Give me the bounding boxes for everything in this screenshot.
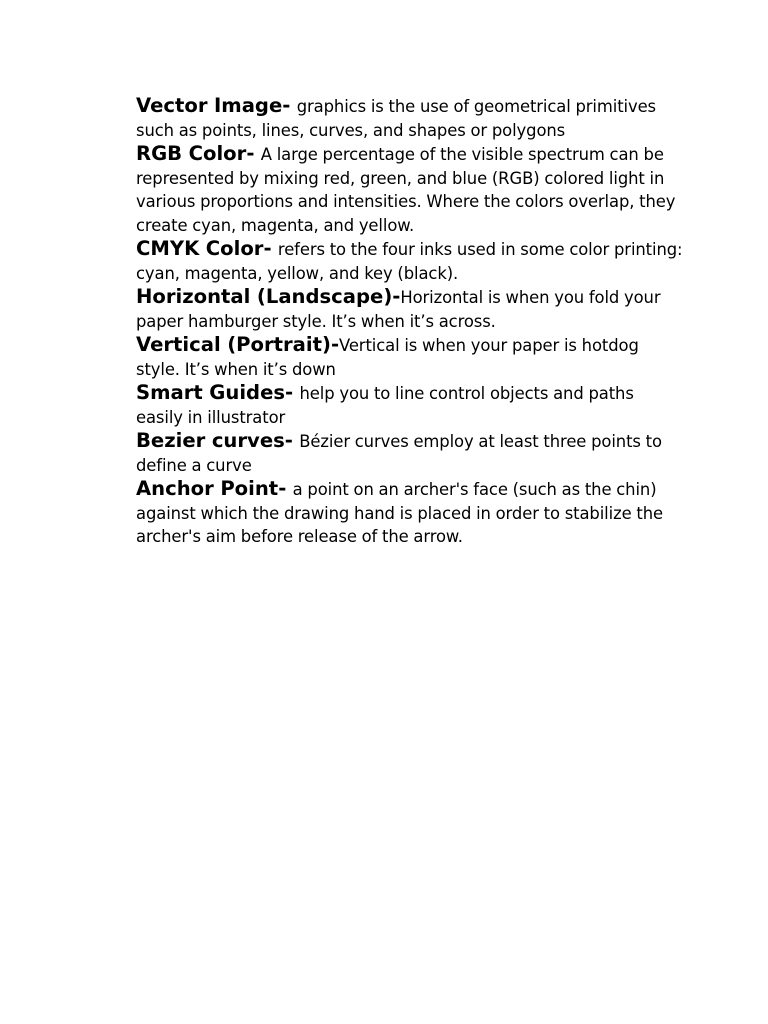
glossary-entry-cmyk-color [136,237,684,285]
term-separator: - [330,333,339,356]
term-horizontal-landscape: Horizontal (Landscape) [136,285,393,308]
term-cmyk-color: CMYK Color [136,237,264,260]
glossary-entry-rgb-color [136,142,684,237]
definition-vector-image: graphics is the use of geometrical primitives such as points, lines, curves, and shapes or polygons [136,97,656,140]
glossary-entry-bezier-curves [136,429,684,477]
term-anchor-point: Anchor Point [136,477,279,500]
definition-horizontal-landscape: Horizontal is when you fold your paper hamburger style. It’s when it’s across. [136,288,661,331]
term-separator: - [282,94,297,117]
term-bezier-curves: Bezier curves [136,429,285,452]
definition-rgb-color: A large percentage of the visible spectrum can be represented by mixing red, green, and blue (RGB) colored light in various proportions and intensities. Where the colors overlap, they create cyan, magenta, and yellow. [136,145,676,235]
term-separator: - [246,142,261,165]
definition-bezier-curves: Bézier curves employ at least three points to define a curve [136,432,662,475]
definition-cmyk-color: refers to the four inks used in some color printing: cyan, magenta, yellow, and key (black). [136,240,683,283]
term-separator: - [285,381,300,404]
glossary-entry-vector-image [136,94,684,142]
glossary-entry-vertical-portrait [136,333,684,381]
term-rgb-color: RGB Color [136,142,247,165]
glossary [136,94,684,549]
term-separator: - [392,285,401,308]
glossary-entry-horizontal-landscape [136,285,684,333]
definition-anchor-point: a point on an archer's face (such as the chin) against which the drawing hand is placed in order to stabilize the archer's aim before release of the arrow. [136,480,663,546]
term-separator: - [284,429,300,452]
term-vertical-portrait: Vertical (Portrait) [136,333,331,356]
term-smart-guides: Smart Guides [136,381,286,404]
glossary-entry-smart-guides [136,381,684,429]
definition-vertical-portrait: Vertical is when your paper is hotdog style. It’s when it’s down [136,336,639,379]
term-separator: - [263,237,278,260]
term-vector-image: Vector Image [136,94,283,117]
term-separator: - [278,477,293,500]
glossary-entry-anchor-point [136,477,684,549]
definition-smart-guides: help you to line control objects and paths easily in illustrator [136,384,634,427]
